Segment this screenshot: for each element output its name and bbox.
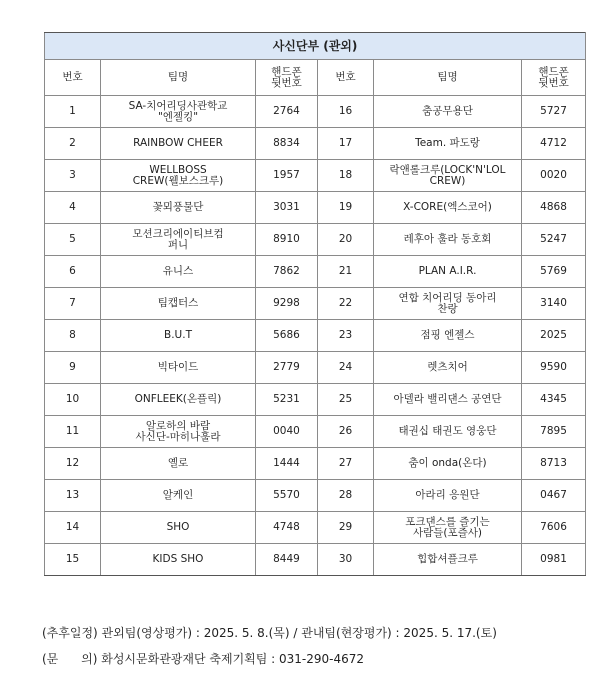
team-name: ONFLEEK(온플릭) xyxy=(101,384,256,416)
entry-number: 8 xyxy=(45,320,101,352)
phone-suffix: 3031 xyxy=(256,192,318,224)
phone-suffix: 0040 xyxy=(256,416,318,448)
phone-suffix: 5247 xyxy=(522,224,586,256)
table-row xyxy=(45,192,586,224)
phone-suffix: 7606 xyxy=(522,512,586,544)
team-name: 아델라 밸리댄스 공연단 xyxy=(374,384,522,416)
entry-number: 26 xyxy=(318,416,374,448)
phone-suffix: 2779 xyxy=(256,352,318,384)
team-name: SHO xyxy=(101,512,256,544)
entry-number: 21 xyxy=(318,256,374,288)
phone-suffix: 9590 xyxy=(522,352,586,384)
phone-suffix: 0981 xyxy=(522,544,586,576)
table-row xyxy=(45,352,586,384)
contact-note: (문 의) 화성시문화관광재단 축제기획팀 : 031-290-4672 xyxy=(42,652,365,666)
entry-number: 10 xyxy=(45,384,101,416)
team-name: 꽃뫼풍물단 xyxy=(101,192,256,224)
entry-number: 9 xyxy=(45,352,101,384)
entry-number: 20 xyxy=(318,224,374,256)
entry-number: 11 xyxy=(45,416,101,448)
table-title: 사신단부 (관외) xyxy=(45,33,586,60)
header-number: 번호 xyxy=(45,60,101,96)
team-name: 춤이 onda(온다) xyxy=(374,448,522,480)
phone-suffix: 0467 xyxy=(522,480,586,512)
entry-number: 6 xyxy=(45,256,101,288)
entry-number: 29 xyxy=(318,512,374,544)
entry-number: 15 xyxy=(45,544,101,576)
table-row xyxy=(45,544,586,576)
team-name: X-CORE(엑스코어) xyxy=(374,192,522,224)
team-name: 알케인 xyxy=(101,480,256,512)
entry-number: 1 xyxy=(45,96,101,128)
phone-suffix: 5231 xyxy=(256,384,318,416)
phone-suffix: 4748 xyxy=(256,512,318,544)
entry-number: 16 xyxy=(318,96,374,128)
table-row xyxy=(45,416,586,448)
table-row xyxy=(45,96,586,128)
team-name: WELLBOSS CREW(웰보스크루) xyxy=(101,160,256,192)
phone-suffix: 8713 xyxy=(522,448,586,480)
team-name: 유니스 xyxy=(101,256,256,288)
entry-number: 24 xyxy=(318,352,374,384)
entry-number: 28 xyxy=(318,480,374,512)
team-name: Team. 파도랑 xyxy=(374,128,522,160)
header-phone-suffix: 핸드폰 뒷번호 xyxy=(256,60,318,96)
phone-suffix: 9298 xyxy=(256,288,318,320)
table-row xyxy=(45,448,586,480)
table-row xyxy=(45,480,586,512)
phone-suffix: 1957 xyxy=(256,160,318,192)
phone-suffix: 8910 xyxy=(256,224,318,256)
header-team-name: 팀명 xyxy=(101,60,256,96)
team-roster-table xyxy=(44,32,586,576)
phone-suffix: 8834 xyxy=(256,128,318,160)
phone-suffix: 5727 xyxy=(522,96,586,128)
entry-number: 17 xyxy=(318,128,374,160)
table-row xyxy=(45,224,586,256)
phone-suffix: 2025 xyxy=(522,320,586,352)
entry-number: 14 xyxy=(45,512,101,544)
phone-suffix: 4868 xyxy=(522,192,586,224)
phone-suffix: 0020 xyxy=(522,160,586,192)
entry-number: 7 xyxy=(45,288,101,320)
table-row xyxy=(45,128,586,160)
entry-number: 2 xyxy=(45,128,101,160)
entry-number: 13 xyxy=(45,480,101,512)
team-name: 힙합셔플크루 xyxy=(374,544,522,576)
team-name: 태권십 태권도 영웅단 xyxy=(374,416,522,448)
table-row xyxy=(45,320,586,352)
phone-suffix: 8449 xyxy=(256,544,318,576)
team-name: RAINBOW CHEER xyxy=(101,128,256,160)
header-number: 번호 xyxy=(318,60,374,96)
phone-suffix: 4712 xyxy=(522,128,586,160)
team-name: 레후아 훌라 동호회 xyxy=(374,224,522,256)
team-name: 모션크리에이티브컴 퍼니 xyxy=(101,224,256,256)
team-name: 팀캡터스 xyxy=(101,288,256,320)
table-header-row xyxy=(45,60,586,96)
table-row xyxy=(45,512,586,544)
team-name: SA-치어리딩사관학교 "엔젤킹" xyxy=(101,96,256,128)
entry-number: 12 xyxy=(45,448,101,480)
team-name: 렛츠치어 xyxy=(374,352,522,384)
table-title-row xyxy=(45,33,586,60)
team-name: 춤공무용단 xyxy=(374,96,522,128)
team-name: PLAN A.I.R. xyxy=(374,256,522,288)
entry-number: 5 xyxy=(45,224,101,256)
entry-number: 27 xyxy=(318,448,374,480)
phone-suffix: 5570 xyxy=(256,480,318,512)
phone-suffix: 7895 xyxy=(522,416,586,448)
entry-number: 18 xyxy=(318,160,374,192)
table-row xyxy=(45,384,586,416)
header-team-name: 팀명 xyxy=(374,60,522,96)
entry-number: 22 xyxy=(318,288,374,320)
team-name: 연합 치어리딩 동아리 찬랑 xyxy=(374,288,522,320)
team-name: 락앤롤크루(LOCK'N'LOL CREW) xyxy=(374,160,522,192)
team-name: 알로하의 바람 사신단-마히나훌라 xyxy=(101,416,256,448)
team-name: 점핑 엔젤스 xyxy=(374,320,522,352)
team-name: 아라리 응원단 xyxy=(374,480,522,512)
entry-number: 30 xyxy=(318,544,374,576)
entry-number: 4 xyxy=(45,192,101,224)
entry-number: 23 xyxy=(318,320,374,352)
team-name: B.U.T xyxy=(101,320,256,352)
entry-number: 19 xyxy=(318,192,374,224)
phone-suffix: 3140 xyxy=(522,288,586,320)
entry-number: 3 xyxy=(45,160,101,192)
phone-suffix: 5769 xyxy=(522,256,586,288)
table-row xyxy=(45,256,586,288)
team-name: 포크댄스를 즐기는 사람들(포즐사) xyxy=(374,512,522,544)
phone-suffix: 2764 xyxy=(256,96,318,128)
header-phone-suffix: 핸드폰 뒷번호 xyxy=(522,60,586,96)
table-row xyxy=(45,288,586,320)
phone-suffix: 7862 xyxy=(256,256,318,288)
team-name: 옐로 xyxy=(101,448,256,480)
phone-suffix: 4345 xyxy=(522,384,586,416)
team-name: KIDS SHO xyxy=(101,544,256,576)
table-row xyxy=(45,160,586,192)
schedule-note: (추후일정) 관외팀(영상평가) : 2025. 5. 8.(목) / 관내팀(현장평가) : 2025. 5. 17.(토) xyxy=(42,626,497,640)
phone-suffix: 1444 xyxy=(256,448,318,480)
entry-number: 25 xyxy=(318,384,374,416)
team-name: 빅타이드 xyxy=(101,352,256,384)
phone-suffix: 5686 xyxy=(256,320,318,352)
